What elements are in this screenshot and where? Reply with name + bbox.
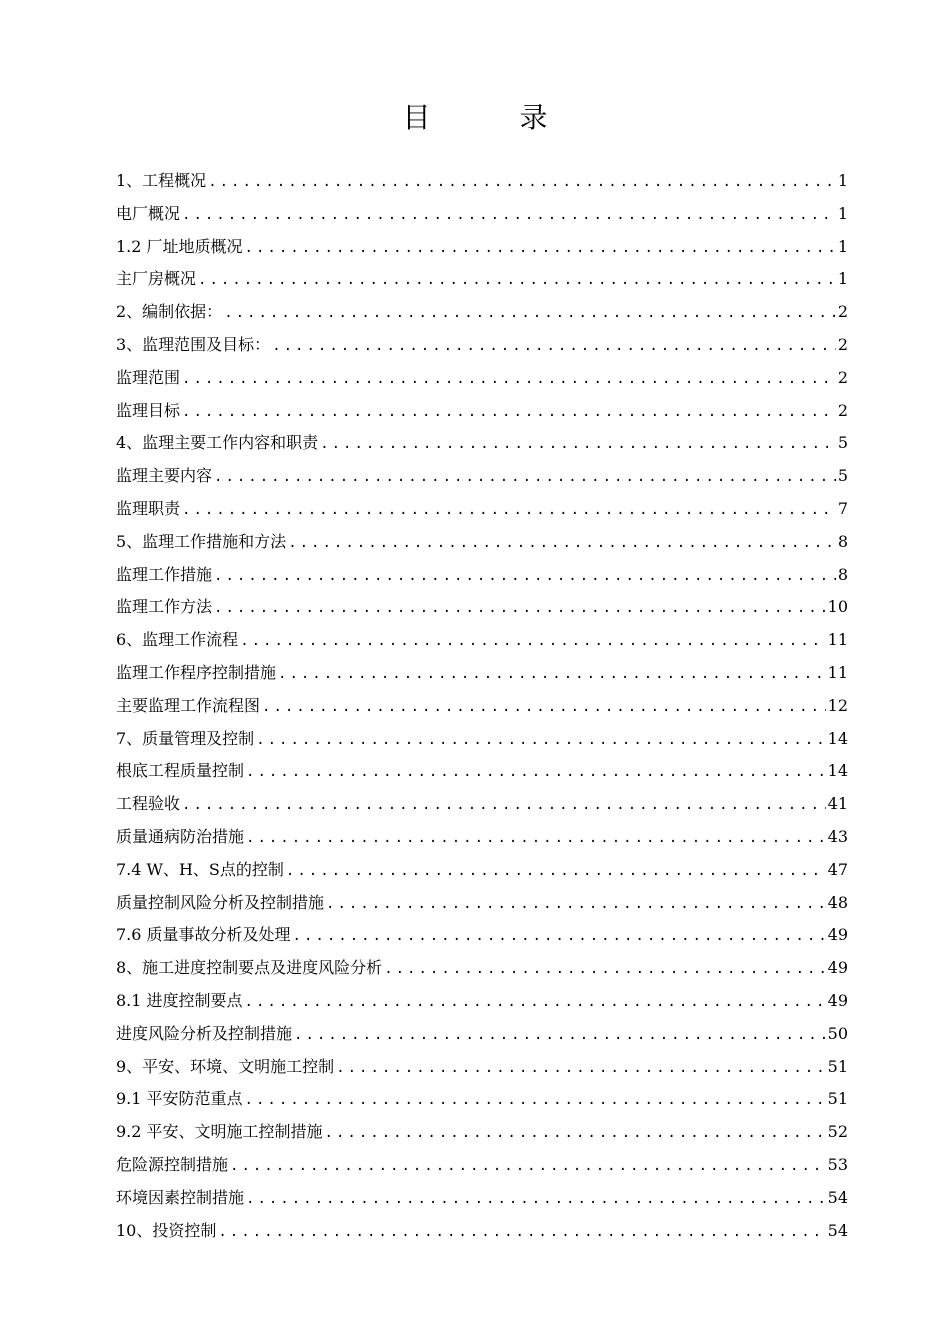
toc-entry-label: 8、施工进度控制要点及进度风险分析 [116,958,383,978]
toc-entry[interactable] [116,657,848,690]
toc-dot-leader [286,855,826,888]
toc-entry[interactable] [116,854,848,887]
toc-entry-label: 监理目标 [116,400,181,420]
toc-entry-page-number: 7 [837,498,848,518]
toc-entry-page-number: 2 [837,334,848,354]
toc-entry-page-number: 11 [827,662,848,682]
toc-entry-page-number: 8 [837,531,848,551]
toc-entry-label: 监理范围 [116,367,181,387]
toc-entry[interactable] [116,985,848,1018]
toc-entry-label: 5、监理工作措施和方法 [116,531,287,551]
toc-entry-label: 1.2 厂址地质概况 [116,236,243,256]
toc-entry-page-number: 51 [827,1056,848,1076]
toc-entry-page-number: 11 [827,630,848,650]
toc-entry-page-number: 51 [827,1089,848,1109]
toc-entry[interactable] [116,624,848,657]
toc-entry-page-number: 1 [837,171,848,190]
toc-entry-page-number: 50 [827,1023,848,1043]
toc-entry[interactable] [116,427,848,460]
toc-entry-label: 监理工作措施 [116,564,213,584]
toc-entry-page-number: 43 [827,826,848,846]
toc-dot-leader [278,658,826,691]
toc-entry-page-number: 8 [837,564,848,584]
toc-entry[interactable] [116,755,848,788]
toc-dot-leader [246,1183,826,1216]
toc-dot-leader [214,560,836,593]
toc-entry-page-number: 52 [827,1122,848,1142]
toc-entry[interactable] [116,395,848,428]
toc-dot-leader [326,888,826,921]
toc-entry-page-number: 5 [837,433,848,453]
toc-dot-leader [256,724,825,757]
toc-entry-label: 工程验收 [116,794,181,814]
toc-dot-leader [198,264,836,297]
toc-entry-page-number: 48 [827,892,848,912]
toc-dot-leader [293,920,826,953]
toc-dot-leader [262,691,826,724]
toc-entry-page-number: 1 [837,203,848,223]
toc-entry-label: 电厂概况 [116,203,181,223]
toc-dot-leader [230,1150,826,1183]
toc-dot-leader [208,166,836,199]
toc-entry[interactable] [116,526,848,559]
toc-entry-label: 10、投资控制 [116,1220,217,1240]
toc-entry[interactable] [116,1182,848,1215]
toc-entry-label: 1、工程概况 [116,171,207,190]
toc-entry[interactable] [116,362,848,395]
toc-entry-label: 质量通病防治措施 [116,826,245,846]
toc-entry-label: 7.6 质量事故分析及处理 [116,925,291,945]
toc-entry[interactable] [116,1083,848,1116]
toc-entry[interactable] [116,952,848,985]
toc-entry[interactable] [116,460,848,493]
toc-entry[interactable] [116,723,848,756]
toc-dot-leader [336,1052,825,1085]
toc-entry[interactable] [116,887,848,920]
toc-entry-page-number: 49 [827,925,848,945]
toc-entry-label: 9、平安、环境、文明施工控制 [116,1056,335,1076]
toc-dot-leader [272,330,836,363]
toc-entry[interactable] [116,329,848,362]
table-of-contents [116,165,848,1247]
toc-dot-leader [246,822,826,855]
toc-entry[interactable] [116,296,848,329]
toc-entry[interactable] [116,559,848,592]
toc-dot-leader [182,363,836,396]
toc-entry-label: 根底工程质量控制 [116,761,245,781]
toc-dot-leader [320,428,836,461]
toc-entry-page-number: 2 [837,400,848,420]
toc-dot-leader [246,756,826,789]
toc-dot-leader [245,986,826,1019]
toc-entry-page-number: 53 [827,1154,848,1174]
toc-entry-label: 3、监理范围及目标： [116,334,271,354]
toc-entry-label: 进度风险分析及控制措施 [116,1023,293,1043]
toc-dot-leader [384,953,825,986]
toc-dot-leader [182,789,826,822]
toc-entry-page-number: 14 [827,761,848,781]
toc-dot-leader [224,297,836,330]
toc-entry-label: 4、监理主要工作内容和职责 [116,433,319,453]
toc-dot-leader [288,527,836,560]
toc-entry[interactable] [116,1051,848,1084]
toc-entry-page-number: 10 [827,597,848,617]
toc-entry[interactable] [116,493,848,526]
toc-dot-leader [325,1117,826,1150]
toc-entry-page-number: 5 [837,466,848,486]
toc-entry-label: 6、监理工作流程 [116,630,239,650]
toc-entry[interactable] [116,821,848,854]
toc-entry[interactable] [116,165,848,198]
toc-entry-label: 9.1 平安防范重点 [116,1089,243,1109]
toc-entry-page-number: 49 [827,958,848,978]
toc-entry[interactable] [116,231,848,264]
toc-entry[interactable] [116,1018,848,1051]
toc-entry-label: 7.4 W、H、S点的控制 [116,859,284,879]
toc-entry-page-number: 41 [827,794,848,814]
toc-entry-page-number: 12 [827,695,848,715]
toc-entry-label: 监理主要内容 [116,466,213,486]
toc-entry-page-number: 1 [837,269,848,289]
toc-entry[interactable] [116,690,848,723]
toc-dot-leader [214,461,836,494]
toc-entry-page-number: 1 [837,236,848,256]
toc-entry[interactable] [116,1116,848,1149]
toc-entry-page-number: 54 [827,1187,848,1207]
toc-dot-leader [294,1019,826,1052]
toc-dot-leader [218,1216,825,1249]
toc-dot-leader [182,494,836,527]
toc-entry-page-number: 54 [827,1220,848,1240]
toc-entry[interactable] [116,919,848,952]
toc-entry-label: 主要监理工作流程图 [116,695,261,715]
toc-entry-label: 危险源控制措施 [116,1154,229,1174]
toc-entry-page-number: 49 [827,990,848,1010]
toc-dot-leader [245,232,836,265]
toc-entry[interactable] [116,263,848,296]
toc-entry[interactable] [116,1149,848,1182]
toc-entry-label: 2、编制依据： [116,302,223,322]
toc-entry[interactable] [116,591,848,624]
toc-entry-label: 监理工作方法 [116,597,213,617]
toc-entry-label: 环境因素控制措施 [116,1187,245,1207]
toc-dot-leader [245,1084,826,1117]
toc-entry-page-number: 2 [837,367,848,387]
toc-entry-label: 8.1 进度控制要点 [116,990,243,1010]
toc-entry-label: 7、质量管理及控制 [116,728,255,748]
toc-entry-label: 主厂房概况 [116,269,197,289]
toc-entry[interactable] [116,1215,848,1248]
toc-entry-label: 监理职责 [116,498,181,518]
toc-dot-leader [214,592,826,625]
toc-entry-label: 9.2 平安、文明施工控制措施 [116,1122,323,1142]
toc-dot-leader [240,625,825,658]
toc-dot-leader [182,396,836,429]
toc-entry[interactable] [116,788,848,821]
toc-entry-page-number: 47 [827,859,848,879]
toc-entry-label: 监理工作程序控制措施 [116,662,277,682]
toc-entry-page-number: 14 [827,728,848,748]
toc-entry-page-number: 2 [837,302,848,322]
toc-entry-label: 质量控制风险分析及控制措施 [116,892,325,912]
page-title: 目 录 [402,101,588,134]
toc-dot-leader [182,199,836,232]
toc-entry[interactable] [116,198,848,231]
